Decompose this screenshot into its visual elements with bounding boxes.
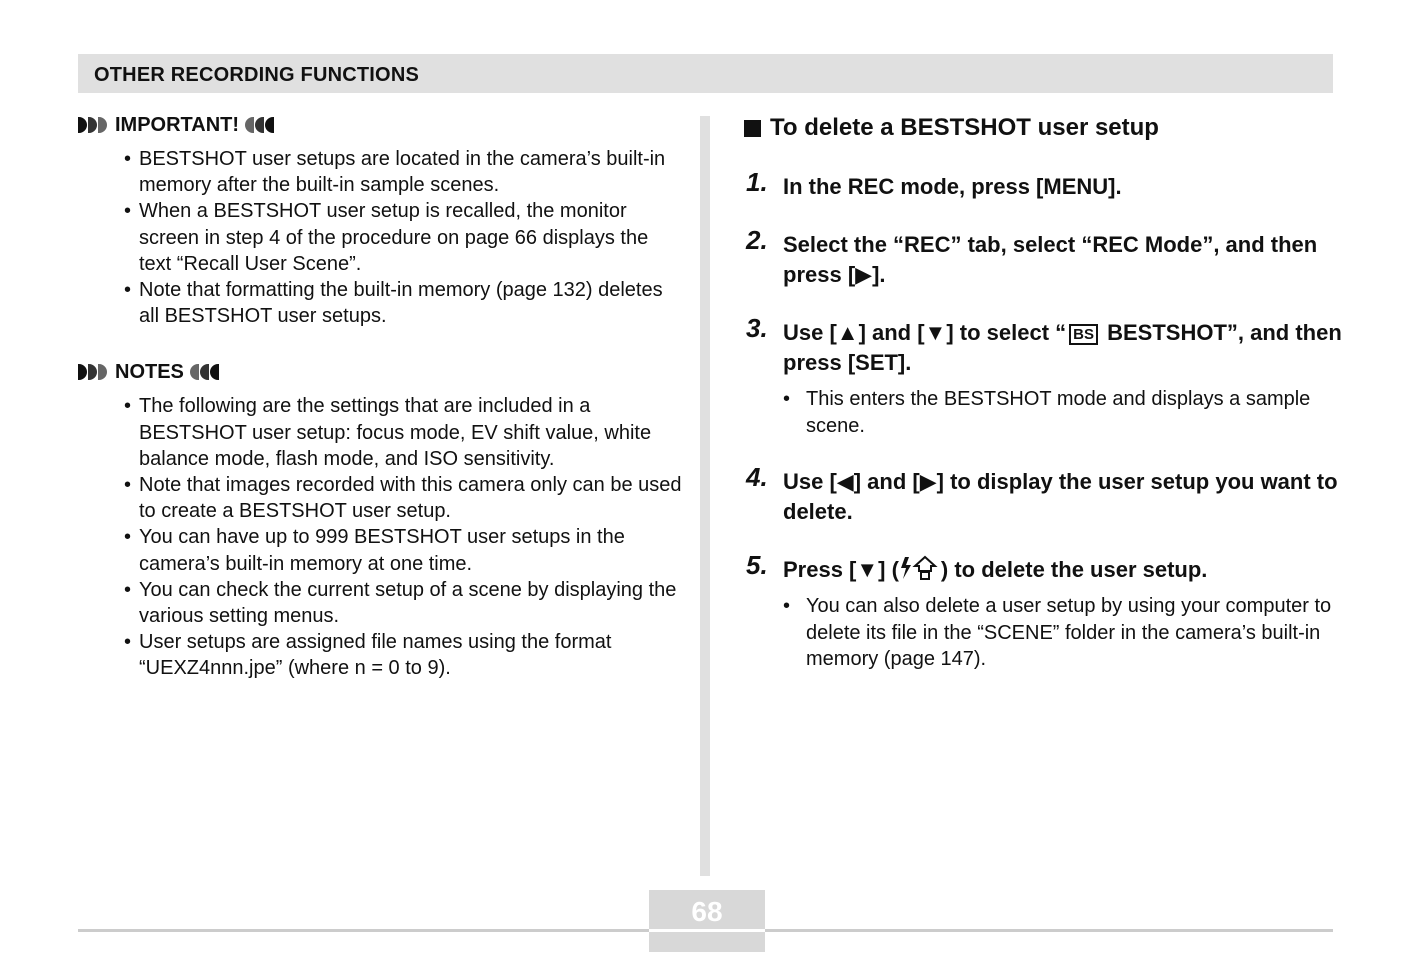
- notes-title: NOTES: [115, 360, 184, 383]
- step-5: [744, 550, 1344, 673]
- list-item: • BESTSHOT user setups are located in the camera’s built-in memory after the built-in sample scenes.: [124, 146, 684, 198]
- important-title: IMPORTANT!: [115, 113, 240, 136]
- step-3: [744, 313, 1344, 439]
- notes-heading: [78, 359, 678, 385]
- list-item: • User setups are assigned file names using the format “UEXZ4nnn.jpe” (where n = 0 to 9).: [124, 629, 684, 681]
- step-number: 4.: [746, 462, 768, 492]
- left-arrows-icon: [190, 364, 219, 380]
- page-number: 68: [691, 896, 723, 927]
- list-item: • When a BESTSHOT user setup is recalled, the monitor screen in step 4 of the procedure on page 66 displays the text “Recall User Scene”.: [124, 198, 684, 277]
- bestshot-icon: BS: [1069, 324, 1098, 345]
- column-divider: [700, 116, 710, 876]
- right-arrows-icon: [78, 117, 107, 133]
- step-number: 3.: [746, 313, 768, 343]
- step-2: [744, 225, 1344, 290]
- list-item: • Note that formatting the built-in memory (page 132) deletes all BESTSHOT user setups.: [124, 277, 684, 329]
- step-note: • You can also delete a user setup by using your computer to delete its file in the “SCENE” folder in the camera’s built-in memory (page 147).: [783, 593, 1344, 673]
- step-text: Use [◀] and [▶] to display the user setup you want to delete.: [783, 469, 1338, 524]
- page-number-box: [649, 890, 765, 952]
- list-item: • Note that images recorded with this camera only can be used to create a BESTSHOT user setup.: [124, 472, 684, 524]
- step-text: [783, 555, 1344, 585]
- flash-delete-icon: [899, 555, 941, 581]
- step-number: 5.: [746, 550, 768, 580]
- left-column: [78, 112, 682, 682]
- important-list: [124, 146, 684, 329]
- page-number-band: [649, 929, 765, 932]
- step-text-post: BESTSHOT”, and then press [SET].: [783, 320, 1342, 375]
- important-heading: [78, 112, 678, 138]
- procedure-heading: [744, 112, 1344, 144]
- right-arrows-icon: [78, 364, 107, 380]
- section-title: OTHER RECORDING FUNCTIONS: [94, 64, 419, 86]
- list-item: • You can have up to 999 BESTSHOT user setups in the camera’s built-in memory at one time.: [124, 524, 684, 576]
- step-text: [783, 318, 1344, 378]
- step-number: 2.: [746, 225, 768, 255]
- list-item: • You can check the current setup of a scene by displaying the various setting menus.: [124, 577, 684, 629]
- step-note: • This enters the BESTSHOT mode and displays a sample scene.: [783, 386, 1344, 439]
- section-header: [78, 54, 1333, 93]
- step-number: 1.: [746, 167, 768, 197]
- list-item: • The following are the settings that are included in a BESTSHOT user setup: focus mode, EV shift value, white balance mode, flash mode, and ISO sensitivity.: [124, 393, 684, 472]
- step-text-pre: Press [▼] (: [783, 557, 899, 582]
- step-text: In the REC mode, press [MENU].: [783, 174, 1122, 199]
- right-column: [744, 112, 1344, 673]
- notes-list: [124, 393, 684, 681]
- procedure-title: To delete a BESTSHOT user setup: [770, 114, 1159, 141]
- step-text-post: ) to delete the user setup.: [940, 557, 1208, 582]
- step-text-pre: Use [▲] and [▼] to select “: [783, 320, 1067, 345]
- notes-section: [78, 359, 682, 681]
- step-4: [744, 462, 1344, 527]
- step-text: Select the “REC” tab, select “REC Mode”, and then press [▶].: [783, 232, 1318, 287]
- left-arrows-icon: [245, 117, 274, 133]
- step-1: [744, 167, 1344, 202]
- square-bullet-icon: [744, 120, 761, 137]
